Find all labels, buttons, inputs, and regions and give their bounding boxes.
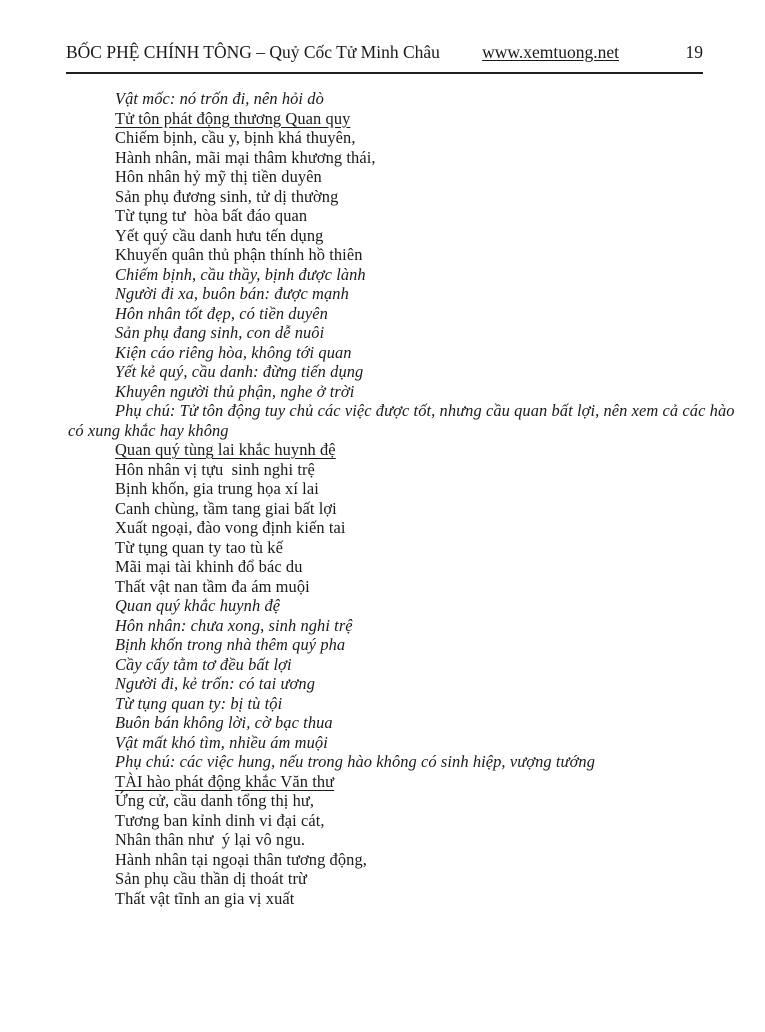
text-line: Xuất ngoại, đào vong định kiến tai	[115, 518, 346, 537]
text-line: Sản phụ cầu thần dị thoát trừ	[115, 869, 308, 888]
text-line: Bịnh khốn trong nhà thêm quý pha	[115, 635, 346, 654]
page-header	[66, 42, 703, 74]
text-line: Vật mốc: nó trốn đi, nên hỏi dò	[115, 89, 324, 108]
section-heading: TÀI hào phát động khắc Văn thư	[115, 771, 335, 791]
text-line: Khuyến quân thủ phận thính hồ thiên	[115, 245, 363, 264]
text-line: Kiện cáo riêng hòa, không tới quan	[115, 342, 352, 362]
text-line: Từ tụng quan ty tao tù kế	[115, 537, 283, 557]
text-line: Hôn nhân tốt đẹp, có tiền duyên	[115, 303, 328, 323]
text-line: Chiếm bịnh, cầu thầy, bịnh được lành	[115, 264, 366, 284]
text-line: Hôn nhân hỷ mỹ thị tiền duyên	[115, 167, 322, 186]
text-line: Từ tụng quan ty: bị tù tội	[115, 693, 283, 713]
text-line: có xung khắc hay không	[68, 420, 229, 440]
text-line: Hôn nhân: chưa xong, sinh nghi trệ	[115, 615, 353, 635]
text-line: Chiếm bịnh, cầu y, bịnh khá thuyên,	[115, 128, 356, 147]
text-line: Canh chùng, tầm tang giai bất lợi	[115, 498, 337, 518]
text-line: Buôn bán không lời, cờ bạc thua	[115, 713, 333, 732]
text-line: Cầy cấy tằm tơ đều bất lợi	[115, 654, 292, 674]
section-heading: Quan quý tùng lai khắc huynh đệ	[115, 440, 336, 459]
text-line: Tương ban kỉnh dinh vi đại cát,	[115, 810, 325, 830]
text-line: Hôn nhân vị tựu sinh nghi trệ	[115, 459, 315, 479]
text-line: Từ tụng tư hòa bất đáo quan	[115, 206, 308, 225]
text-line: Yết kẻ quý, cầu danh: đừng tiến dụng	[115, 362, 364, 381]
text-line: Thất vật nan tầm đa ám muội	[115, 576, 310, 596]
text-line: Phụ chú: các việc hung, nếu trong hào không có sinh hiệp, vượng tướng	[115, 752, 596, 771]
text-line: Thất vật tĩnh an gia vị xuất	[115, 888, 295, 908]
text-line: Phụ chú: Tử tôn động tuy chủ các việc được tốt, nhưng cầu quan bất lợi, nên xem cả các hào	[115, 401, 735, 420]
text-line: Yết quý cầu danh hưu tến dụng	[115, 225, 324, 245]
document-page	[0, 42, 765, 1032]
section-heading: Tử tôn phát động thương Quan quy	[115, 108, 351, 128]
text-line: Hành nhân, mãi mại thâm khương thái,	[115, 147, 376, 167]
text-line: Ứng cử, cầu danh tổng thị hư,	[115, 791, 315, 810]
text-line: Sản phụ đương sinh, tử dị thường	[115, 186, 339, 206]
text-line: Quan quý khắc huynh đệ	[115, 596, 281, 615]
text-line: Khuyên người thủ phận, nghe ở trời	[115, 381, 355, 401]
page-number: 19	[685, 42, 703, 62]
text-line: Người đi xa, buôn bán: được mạnh	[115, 284, 349, 303]
text-line: Mãi mại tài khinh đổ bác du	[115, 557, 303, 576]
document-title: BỐC PHỆ CHÍNH TÔNG – Quỷ Cốc Tử Minh Châu	[66, 42, 440, 62]
body-text	[68, 89, 745, 908]
text-line: Người đi, kẻ trốn: có tai ương	[115, 674, 315, 693]
website-link[interactable]: www.xemtuong.net	[482, 42, 619, 62]
text-line: Vật mất khó tìm, nhiều ám muội	[115, 732, 328, 752]
text-line: Sản phụ đang sinh, con dễ nuôi	[115, 323, 325, 342]
text-line: Nhân thân như ý lại vô ngu.	[115, 830, 306, 849]
text-line: Bịnh khốn, gia trung họa xí lai	[115, 479, 319, 498]
text-line: Hành nhân tại ngoại thân tương động,	[115, 849, 367, 869]
